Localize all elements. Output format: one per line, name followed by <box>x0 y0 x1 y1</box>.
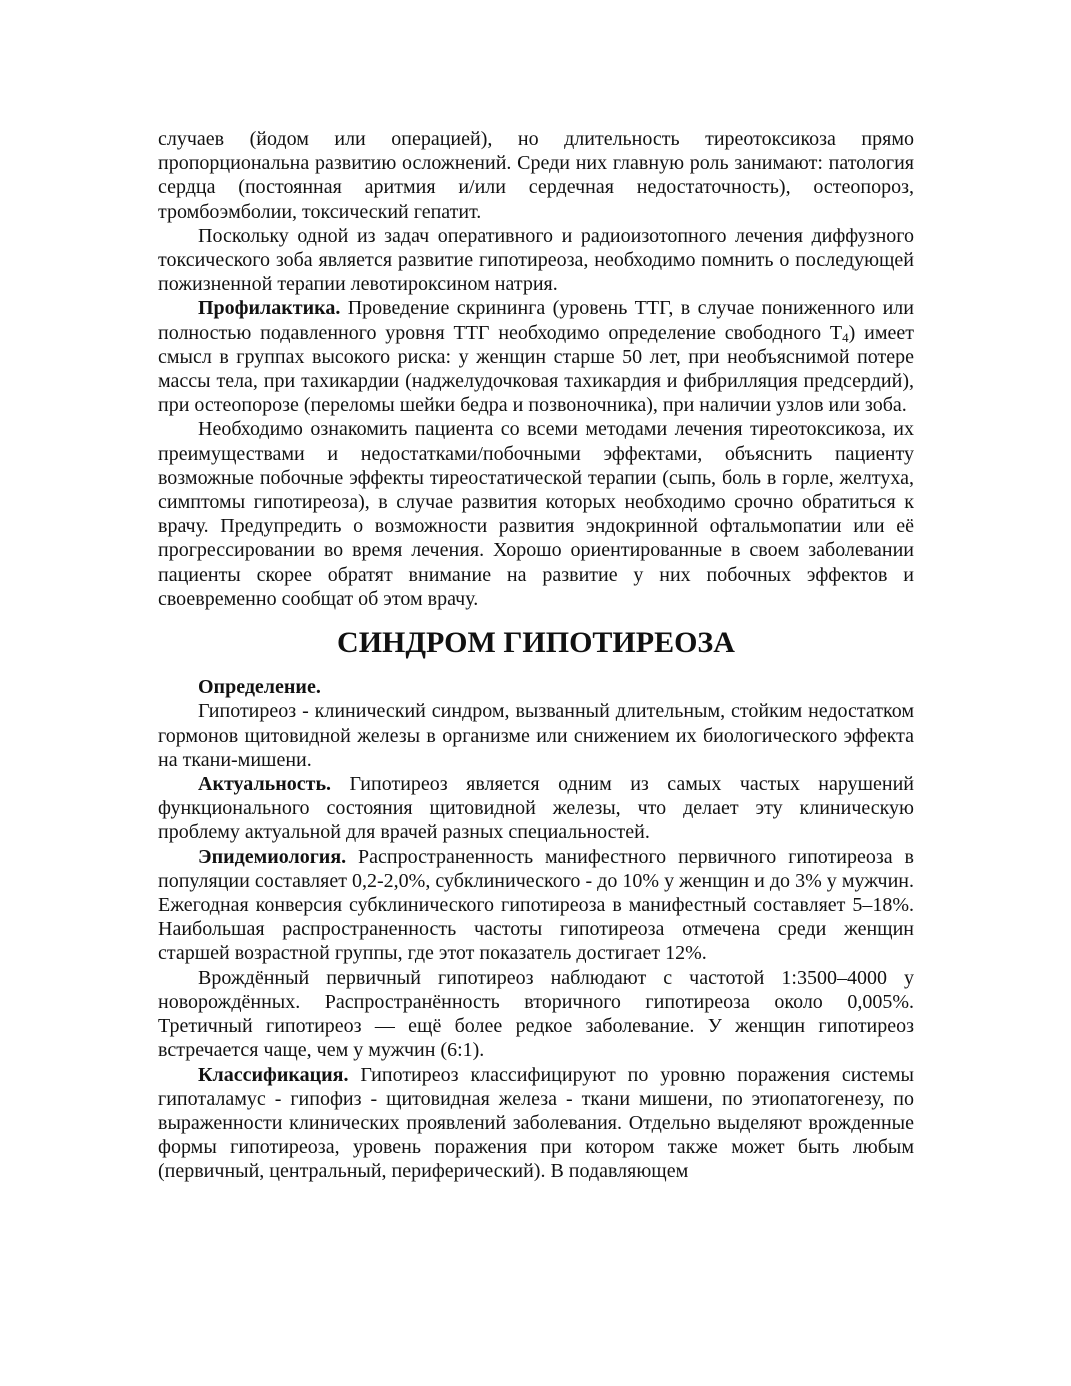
classification-label: Классификация. <box>198 1063 349 1086</box>
epidemiology-label: Эпидемиология. <box>198 845 347 868</box>
paragraph-complications: случаев (йодом или операцией), но длительность тиреотоксикоза прямо пропорциональна развитию осложнений. Среди них главную роль занимают: патология сердца (постоянная аритмия и/или сердечная недостаточность), остеопороз, тромбоэмболии, токсический гепатит. <box>158 128 914 223</box>
epidemiology-text: Распространенность манифестного первичного гипотиреоза в популяции составляет 0,2-2,0%, субклинического - до 10% у женщин и до 3% у мужчин. Ежегодная конверсия субклинического гипотиреоза в манифестный составляет 5–18%. Наибольшая распространенность частоты гипотиреоза отмечена среди женщин старшей возрастной группы, где этот показатель достигает 12%. <box>158 845 914 965</box>
paragraph-classification <box>158 1063 914 1184</box>
prevention-text-b: ) имеет смысл в группах высокого риска: у женщин старше 50 лет, при необъяснимой потере массы тела, при тахикардии (наджелудочковая тахикардия и фибрилляция предсердий), при остеопорозе (переломы шейки бедра и позвоночника), при наличии узлов или зоба. <box>158 321 914 417</box>
paragraph-congenital: Врождённый первичный гипотиреоз наблюдают с частотой 1:3500–4000 у новорождённых. Распространённость вторичного гипотиреоза около 0,005%. Третичный гипотиреоз — ещё более редкое заболевание. У женщин гипотиреоз встречается чаще, чем у мужчин (6:1). <box>158 966 914 1062</box>
prevention-label: Профилактика. <box>198 297 341 320</box>
classification-text: Гипотиреоз классифицируют по уровню поражения системы гипоталамус - гипофиз - щитовидная железа - ткани мишени, по этиопатогенезу, по выраженности клинических проявлений заболевания. Отдельно выделяют врожденные формы гипотиреоза, уровень поражения при котором также может быть любым (первичный, центральный, периферический). В подавляющем <box>158 1063 914 1183</box>
relevance-label: Актуальность. <box>198 773 332 796</box>
paragraph-patient-education: Необходимо ознакомить пациента со всеми методами лечения тиреотоксикоза, их преимуществами и недостатками/побочными эффектами, объяснить пациенту возможные побочные эффекты тиреостатической терапии (сыпь, боль в горле, желтуха, симптомы гипотиреоза), в случае развития которых необходимо срочно обратиться к врачу. Предупредить о возможности развития эндокринной офтальмопатии или её прогрессировании во время лечения. Хорошо ориентированные в своем заболевании пациенты скорее обратят внимание на развитие у них побочных эффектов и своевременно сообщат об этом врачу. <box>158 418 914 610</box>
document-page <box>158 127 914 1184</box>
paragraph-epidemiology <box>158 845 914 966</box>
relevance-text: Гипотиреоз является одним из самых частых нарушений функционального состояния щитовидной железы, что делает эту клиническую проблему актуальной для врачей разных специальностей. <box>158 773 914 844</box>
paragraph-relevance <box>158 772 914 845</box>
paragraph-definition: Гипотиреоз - клинический синдром, вызванный длительным, стойким недостатком гормонов щитовидной железы в организме или снижением их биологического эффекта на ткани-мишени. <box>158 700 914 771</box>
t4-subscript: 4 <box>842 329 849 345</box>
definition-label: Определение. <box>198 676 321 699</box>
prevention-text-a: Проведение скрининга (уровень ТТГ, в случае пониженного или полностью подавленного уровня ТТГ необходимо определение свободного Т <box>158 297 914 344</box>
paragraph-hypothyroidism-after-treatment: Поскольку одной из задач оперативного и радиоизотопного лечения диффузного токсического зоба является развитие гипотиреоза, необходимо помнить о последующей пожизненной терапии левотироксином натрия. <box>158 224 914 296</box>
paragraph-prevention <box>158 296 914 417</box>
section-heading: СИНДРОМ ГИПОТИРЕОЗА <box>337 626 735 660</box>
